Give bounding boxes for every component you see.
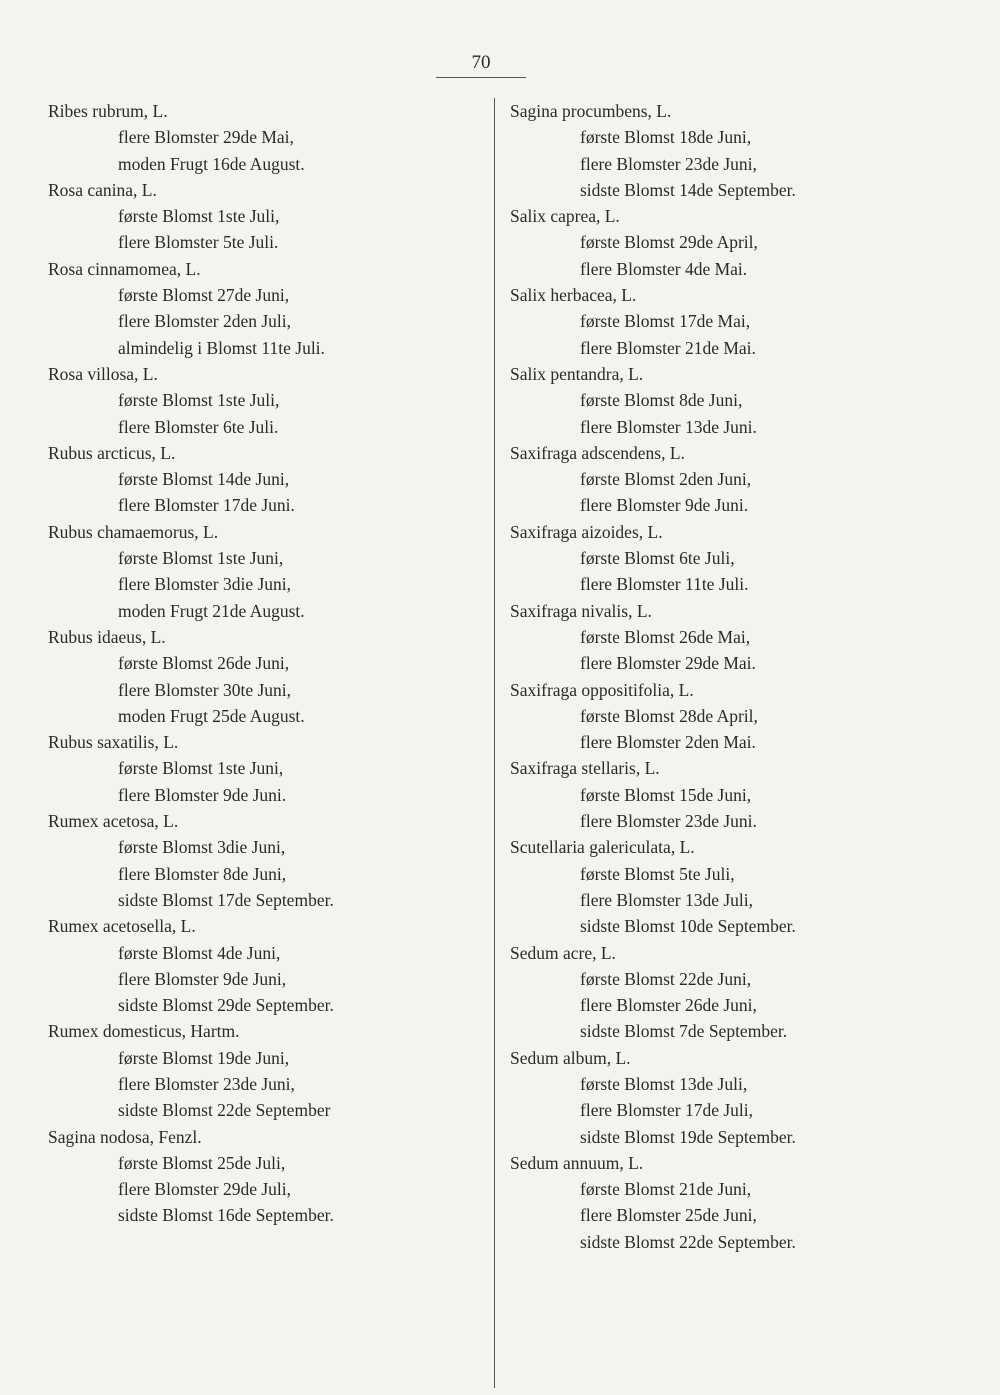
phenology-line: sidste Blomst 7de September. — [580, 1021, 788, 1042]
phenology-line: første Blomst 21de Juni, — [580, 1179, 752, 1200]
species-name: Rumex acetosella, L. — [48, 916, 196, 937]
species-entry — [48, 519, 488, 624]
phenology-line: flere Blomster 9de Juni. — [118, 784, 287, 805]
species-name: Rumex domesticus, Hartm. — [48, 1021, 240, 1042]
phenology-line: flere Blomster 17de Juli, — [580, 1100, 754, 1121]
phenology-line: første Blomst 1ste Juni, — [118, 758, 284, 779]
phenology-line: sidste Blomst 22de September. — [580, 1231, 796, 1252]
phenology-line: første Blomst 3die Juni, — [118, 837, 286, 858]
phenology-line: flere Blomster 29de Mai, — [118, 127, 294, 148]
phenology-line: første Blomst 29de April, — [580, 232, 758, 253]
species-entry — [48, 1018, 488, 1123]
phenology-line: første Blomst 18de Juni, — [580, 127, 752, 148]
species-entry — [48, 1124, 488, 1229]
phenology-line: sidste Blomst 17de September. — [118, 889, 334, 910]
phenology-line: første Blomst 8de Juni, — [580, 390, 743, 411]
phenology-line: flere Blomster 21de Mai. — [580, 337, 756, 358]
species-name: Rubus arcticus, L. — [48, 442, 176, 463]
phenology-line: første Blomst 1ste Juli, — [118, 206, 280, 227]
species-entry — [510, 519, 980, 598]
species-name: Saxifraga nivalis, L. — [510, 600, 652, 621]
phenology-line: flere Blomster 3die Juni, — [118, 574, 292, 595]
phenology-line: flere Blomster 23de Juni. — [580, 811, 757, 832]
phenology-line: sidste Blomst 10de September. — [580, 916, 796, 937]
phenology-line: flere Blomster 13de Juni. — [580, 416, 757, 437]
phenology-line: flere Blomster 30te Juni, — [118, 679, 292, 700]
phenology-line: første Blomst 2den Juni, — [580, 469, 752, 490]
species-name: Rubus saxatilis, L. — [48, 732, 179, 753]
page-number: 70 — [436, 52, 526, 78]
species-entry — [48, 440, 488, 519]
species-entry — [510, 1150, 980, 1255]
phenology-line: flere Blomster 11te Juli. — [580, 574, 749, 595]
species-entry — [48, 256, 488, 361]
phenology-line: flere Blomster 9de Juni, — [118, 968, 287, 989]
species-name: Rumex acetosa, L. — [48, 811, 179, 832]
phenology-line: sidste Blomst 16de September. — [118, 1205, 334, 1226]
species-entry — [510, 361, 980, 440]
species-name: Saxifraga adscendens, L. — [510, 442, 685, 463]
species-name: Sagina procumbens, L. — [510, 101, 672, 121]
phenology-line: flere Blomster 13de Juli, — [580, 889, 754, 910]
species-name: Saxifraga oppositifolia, L. — [510, 679, 694, 700]
phenology-line: flere Blomster 25de Juni, — [580, 1205, 757, 1226]
phenology-line: første Blomst 1ste Juni, — [118, 548, 284, 569]
species-name: Sedum album, L. — [510, 1047, 631, 1068]
species-name: Rosa canina, L. — [48, 179, 157, 200]
species-entry — [48, 98, 488, 177]
species-entry — [510, 755, 980, 834]
phenology-line: første Blomst 13de Juli, — [580, 1073, 748, 1094]
species-name: Sedum acre, L. — [510, 942, 616, 963]
species-name: Rosa villosa, L. — [48, 363, 158, 384]
species-entry — [510, 598, 980, 677]
phenology-line: første Blomst 22de Juni, — [580, 968, 752, 989]
species-name: Sagina nodosa, Fenzl. — [48, 1126, 202, 1147]
phenology-line: sidste Blomst 19de September. — [580, 1126, 796, 1147]
species-entry — [510, 203, 980, 282]
phenology-line: første Blomst 28de April, — [580, 705, 758, 726]
phenology-line: moden Frugt 25de August. — [118, 705, 305, 726]
left-column — [48, 98, 488, 1229]
species-name: Salix herbacea, L. — [510, 285, 637, 306]
column-divider — [494, 98, 495, 1388]
species-name: Salix pentandra, L. — [510, 363, 644, 384]
phenology-line: flere Blomster 29de Juli, — [118, 1179, 292, 1200]
phenology-line: moden Frugt 16de August. — [118, 153, 305, 174]
phenology-line: første Blomst 25de Juli, — [118, 1152, 286, 1173]
species-entry — [510, 98, 980, 203]
species-name: Rubus chamaemorus, L. — [48, 521, 219, 542]
phenology-line: første Blomst 6te Juli, — [580, 548, 735, 569]
phenology-line: moden Frugt 21de August. — [118, 600, 305, 621]
phenology-line: flere Blomster 5te Juli. — [118, 232, 279, 253]
species-name: Scutellaria galericulata, L. — [510, 837, 695, 858]
phenology-line: første Blomst 5te Juli, — [580, 863, 735, 884]
phenology-line: flere Blomster 4de Mai. — [580, 258, 748, 279]
phenology-line: første Blomst 15de Juni, — [580, 784, 752, 805]
species-entry — [510, 834, 980, 939]
phenology-line: første Blomst 19de Juni, — [118, 1047, 290, 1068]
species-entry — [48, 808, 488, 913]
phenology-line: første Blomst 27de Juni, — [118, 285, 290, 306]
phenology-line: sidste Blomst 22de September — [118, 1100, 331, 1121]
species-name: Sedum annuum, L. — [510, 1152, 644, 1173]
phenology-line: flere Blomster 26de Juni, — [580, 995, 757, 1016]
species-name: Rubus idaeus, L. — [48, 626, 166, 647]
phenology-line: første Blomst 1ste Juli, — [118, 390, 280, 411]
phenology-line: første Blomst 14de Juni, — [118, 469, 290, 490]
species-entry — [48, 177, 488, 256]
phenology-line: flere Blomster 23de Juni, — [118, 1073, 295, 1094]
species-name: Ribes rubrum, L. — [48, 101, 168, 121]
phenology-line: flere Blomster 8de Juni, — [118, 863, 287, 884]
species-entry — [510, 677, 980, 756]
species-entry — [48, 913, 488, 1018]
species-entry — [510, 940, 980, 1045]
phenology-line: første Blomst 26de Mai, — [580, 626, 751, 647]
species-entry — [510, 440, 980, 519]
phenology-line: flere Blomster 9de Juni. — [580, 495, 749, 516]
phenology-line: sidste Blomst 29de September. — [118, 995, 334, 1016]
species-entry — [510, 282, 980, 361]
phenology-line: første Blomst 4de Juni, — [118, 942, 281, 963]
phenology-line: flere Blomster 17de Juni. — [118, 495, 295, 516]
phenology-line: sidste Blomst 14de September. — [580, 179, 796, 200]
phenology-line: flere Blomster 29de Mai. — [580, 653, 756, 674]
right-column — [510, 98, 980, 1255]
phenology-line: flere Blomster 2den Mai. — [580, 732, 756, 753]
phenology-line: flere Blomster 6te Juli. — [118, 416, 279, 437]
species-entry — [48, 729, 488, 808]
species-name: Salix caprea, L. — [510, 206, 620, 227]
species-name: Rosa cinnamomea, L. — [48, 258, 201, 279]
species-name: Saxifraga stellaris, L. — [510, 758, 660, 779]
phenology-line: første Blomst 26de Juni, — [118, 653, 290, 674]
species-entry — [48, 361, 488, 440]
phenology-line: første Blomst 17de Mai, — [580, 311, 751, 332]
species-entry — [510, 1045, 980, 1150]
species-name: Saxifraga aizoides, L. — [510, 521, 663, 542]
phenology-line: flere Blomster 23de Juni, — [580, 153, 757, 174]
phenology-line: almindelig i Blomst 11te Juli. — [118, 337, 325, 358]
species-entry — [48, 624, 488, 729]
phenology-line: flere Blomster 2den Juli, — [118, 311, 292, 332]
